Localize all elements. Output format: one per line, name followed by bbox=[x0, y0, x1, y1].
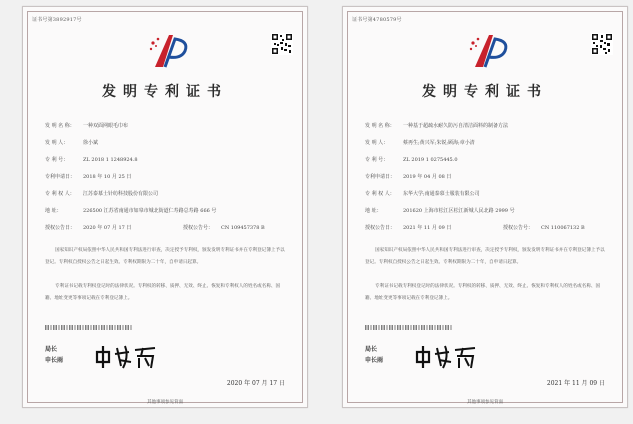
signature-caption-name: 申长雨 bbox=[365, 357, 384, 364]
field-inventor: 发 明 人： 徐小斌 bbox=[45, 140, 99, 146]
field-patentee: 专 利 权 人： 江苏泰慕士针纺科技股份有限公司 bbox=[45, 191, 159, 197]
signature-date: 2020 年 07 月 17 日 bbox=[226, 380, 285, 387]
certificate-paragraph-1: 国家知识产权局依照中华人民共和国专利法进行审查，决定授予专利权，颁发发明专利证书并在专利登记簿上予以登记。专利权自授权公告之日起生效。专利权期限为二十年，自申请日起算。 bbox=[45, 248, 285, 265]
qr-code-icon bbox=[591, 33, 613, 55]
certificate-footer: 其他事项参见背面 bbox=[467, 400, 503, 405]
signature-caption-name: 申长雨 bbox=[45, 357, 64, 364]
field-grant-date: 授权公告日： 2021 年 11 月 09 日 bbox=[365, 225, 452, 231]
certificate-title: 发明专利证书 bbox=[422, 84, 548, 100]
signature-icon bbox=[93, 340, 163, 370]
microprint-strip bbox=[365, 325, 453, 330]
patent-certificate-1 bbox=[22, 6, 308, 408]
field-patent-number: 专 利 号： ZL 2018 1 1248924.8 bbox=[45, 157, 138, 163]
field-invention-name: 发 明 名 称： 一种双面网眼毛巾布 bbox=[45, 123, 129, 129]
certificate-title: 发明专利证书 bbox=[102, 84, 228, 100]
signature-caption-title: 局长 bbox=[45, 346, 58, 353]
field-patent-number: 专 利 号： ZL 2019 1 0275445.0 bbox=[365, 157, 458, 163]
field-grant-number: 授权公告号： CN 109457378 B bbox=[183, 225, 265, 231]
signature-caption-title: 局长 bbox=[365, 346, 378, 353]
field-application-date: 专利申请日： 2018 年 10 月 25 日 bbox=[45, 174, 132, 180]
field-invention-name: 发 明 名 称： 一种基于超疏水耐久防污自清洁面料的制备方法 bbox=[365, 123, 509, 129]
certificate-paragraph-2: 专利证书记载专利权登记时的法律状况。专利权的转移、质押、无效、终止、恢复和专利权人的姓名或名称、国籍、地址变更等事项记载在专利登记簿上。 bbox=[365, 284, 601, 301]
field-application-date: 专利申请日： 2019 年 04 月 08 日 bbox=[365, 174, 452, 180]
signature-icon bbox=[413, 340, 483, 370]
qr-code-icon bbox=[271, 33, 293, 55]
field-address: 地 址： 226500 江苏省南通市如皋市城北街道仁寿路总寿路 666 号 bbox=[45, 208, 217, 214]
certificate-serial: 证书号第4780579号 bbox=[352, 17, 402, 23]
field-grant-number: 授权公告号： CN 110067132 B bbox=[503, 225, 585, 231]
microprint-strip bbox=[45, 325, 133, 330]
cnipa-logo-icon bbox=[465, 29, 515, 71]
field-address: 地 址： 201620 上海市松江区松江新城人民北路 2999 号 bbox=[365, 208, 515, 214]
field-grant-date: 授权公告日： 2020 年 07 月 17 日 bbox=[45, 225, 132, 231]
signature-date: 2021 年 11 月 09 日 bbox=[546, 380, 605, 387]
patent-certificate-2 bbox=[342, 6, 628, 408]
field-inventor: 发 明 人： 蔡再生;黄兴军;朱锐;顾海;章小清 bbox=[365, 140, 475, 146]
certificate-serial: 证书号第3892917号 bbox=[32, 17, 82, 23]
certificate-footer: 其他事项参见背面 bbox=[147, 400, 183, 405]
certificate-paragraph-2: 专利证书记载专利权登记时的法律状况。专利权的转移、质押、无效、终止、恢复和专利权人的姓名或名称、国籍、地址变更等事项记载在专利登记簿上。 bbox=[45, 284, 281, 301]
cnipa-logo-icon bbox=[145, 29, 195, 71]
certificate-paragraph-1: 国家知识产权局依照中华人民共和国专利法进行审查，决定授予专利权，颁发发明专利证书并在专利登记簿上予以登记。专利权自授权公告之日起生效。专利权期限为二十年，自申请日起算。 bbox=[365, 248, 605, 265]
field-patentee: 专 利 权 人： 东华大学;南通泰慕士服装有限公司 bbox=[365, 191, 480, 197]
